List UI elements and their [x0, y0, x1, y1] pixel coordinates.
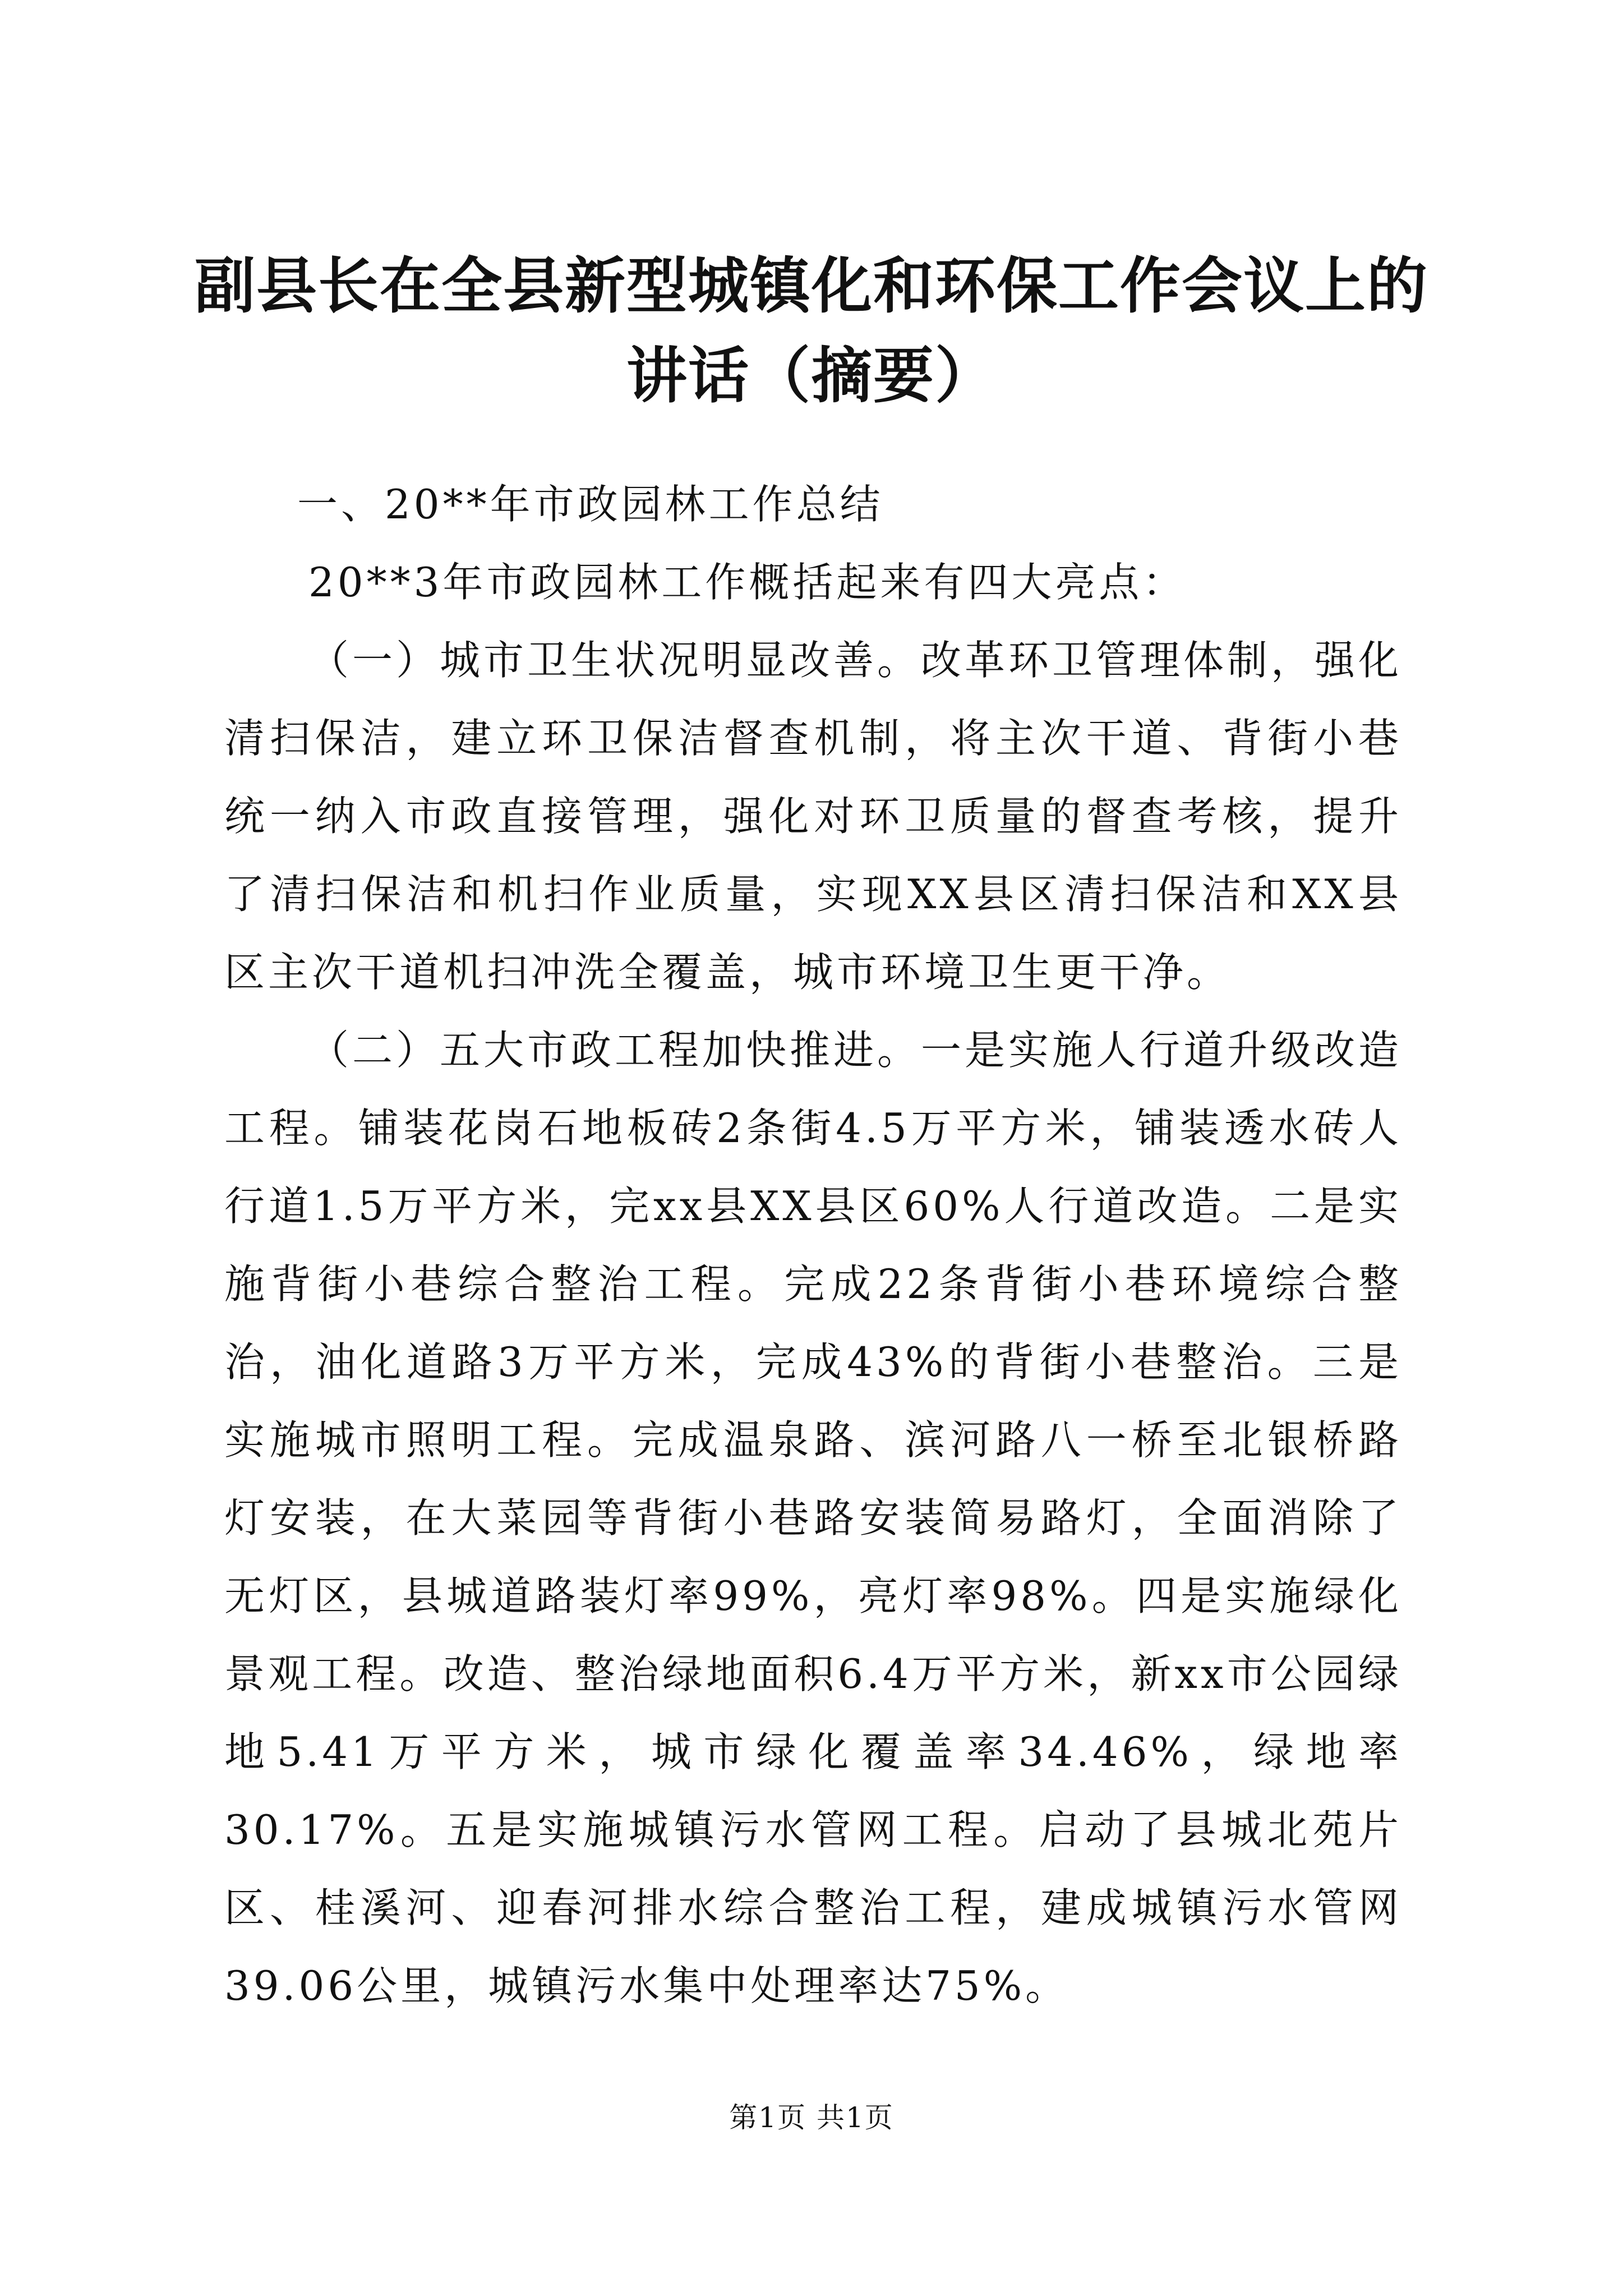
- page-footer: 第1页 共1页: [729, 2101, 894, 2134]
- document-body: [224, 466, 1402, 2025]
- intro-paragraph: 20**3年市政园林工作概括起来有四大亮点：: [308, 559, 1187, 606]
- paragraph-sanitation: （一）城市卫生状况明显改善。改革环卫管理体制，强化清扫保洁，建立环卫保洁督查机制，将主次干道、背街小巷统一纳入市政直接管理，强化对环卫质量的督查考核，提升了清扫保洁和机扫作业质量，实现XX县区清扫保洁和XX县区主次干道机扫冲洗全覆盖，城市环境卫生更干净。: [224, 637, 1403, 996]
- paragraph-municipal-projects: （二）五大市政工程加快推进。一是实施人行道升级改造工程。铺装花岗石地板砖2条街4.5万平方米，铺装透水砖人行道1.5万平方米，完xx县XX县区60%人行道改造。二是实施背街小巷综合整治工程。完成22条背街小巷环境综合整治，油化道路3万平方米，完成43%的背街小巷整治。三是实施城市照明工程。完成温泉路、滨河路八一桥至北银桥路灯安装，在大菜园等背街小巷路安装简易路灯，全面消除了无灯区，县城道路装灯率99%，亮灯率98%。四是实施绿化景观工程。改造、整治绿地面积6.4万平方米，新xx市公园绿地5.41万平方米，城市绿化覆盖率34.46%，绿地率30.17%。五是实施城镇污水管网工程。启动了县城北苑片区、桂溪河、迎春河排水综合整治工程，建成城镇污水管网39.06公里，城镇污水集中处理率达75%。: [224, 1027, 1403, 2009]
- section-heading: 一、20**年市政园林工作总结: [297, 481, 884, 528]
- document-title: 副县长在全县新型城镇化和环保工作会议上的讲话（摘要）: [194, 251, 1428, 411]
